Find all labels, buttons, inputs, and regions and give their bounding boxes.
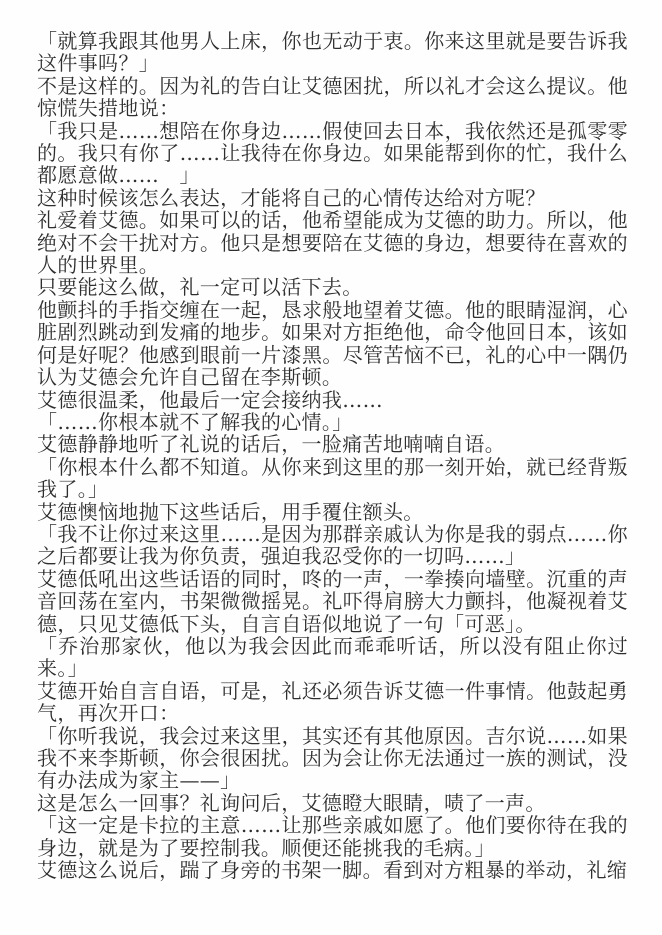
- paragraph: 艾德低吼出这些话语的同时，咚的一声，一拳揍向墙壁。沉重的声音回荡在室内，书架微微摇晃。礼吓得肩膀大力颤抖，他凝视着艾德，只见艾德低下头，自言自语似地说了一句「可恶」。: [37, 566, 628, 636]
- paragraph: 「……你根本就不了解我的心情。」: [37, 409, 353, 434]
- paragraph: 「我不让你过来这里……是因为那群亲戚认为你是我的弱点……你之后都要让我为你负责，强迫我忍受你的一切吗……」: [37, 521, 628, 569]
- paragraph: 艾德懊恼地抛下这些话后，用手覆住额头。: [37, 499, 424, 524]
- paragraph: 「我只是……想陪在你身边……假使回去日本，我依然还是孤零零的。我只有你了……让我待在你身边。如果能帮到你的忙，我什么都愿意做…… 」: [37, 118, 628, 188]
- paragraph: 这是怎么一回事？礼询问后，艾德瞪大眼睛，啧了一声。: [37, 790, 546, 815]
- paragraph: 他颤抖的手指交缠在一起，恳求般地望着艾德。他的眼睛湿润，心脏剧烈跳动到发痛的地步。如果对方拒绝他，命令他回日本，该如何是好呢？他感到眼前一片漆黑。尽管苦恼不已，礼的心中一隅仍认为艾德会允许自己留在李斯顿。: [37, 297, 628, 390]
- paragraph: 「这一定是卡拉的主意……让那些亲戚如愿了。他们要你待在我的身边，就是为了要控制我。顺便还能挑我的毛病。」: [37, 813, 628, 860]
- paragraph: 「你根本什么都不知道。从你来到这里的那一刻开始，就已经背叛我了。」: [37, 454, 628, 502]
- paragraph: 这种时候该怎么表达，才能将自己的心情传达给对方呢？: [37, 185, 546, 210]
- paragraph: 「就算我跟其他男人上床，你也无动于衷。你来这里就是要告诉我这件事吗？」: [37, 29, 628, 76]
- paragraph: 艾德开始自言自语，可是，礼还必须告诉艾德一件事情。他鼓起勇气，再次开口：: [37, 678, 628, 726]
- paragraph: 「乔治那家伙，他以为我会因此而乖乖听话，所以没有阻止你过来。」: [37, 633, 628, 681]
- paragraph: 艾德静静地听了礼说的话后，一脸痛苦地喃喃自语。: [37, 432, 506, 457]
- paragraph: 礼爱着艾德。如果可以的话，他希望能成为艾德的助力。所以，他绝对不会干扰对方。他只是想要陪在艾德的身边，想要待在喜欢的人的世界里。: [37, 208, 628, 278]
- paragraph: 「你听我说，我会过来这里，其实还有其他原因。吉尔说……如果我不来李斯顿，你会很困扰。因为会让你无法通过一族的测试，没有办法成为家主——」: [37, 723, 628, 793]
- paragraph: 不是这样的。因为礼的告白让艾德困扰，所以礼才会这么提议。他惊慌失措地说：: [37, 73, 628, 121]
- paragraph: 艾德很温柔，他最后一定会接纳我……: [37, 387, 383, 412]
- paragraph: 艾德这么说后，踹了身旁的书架一脚。看到对方粗暴的举动，礼缩: [37, 858, 628, 883]
- paragraph: 只要能这么做，礼一定可以活下去。: [37, 275, 363, 300]
